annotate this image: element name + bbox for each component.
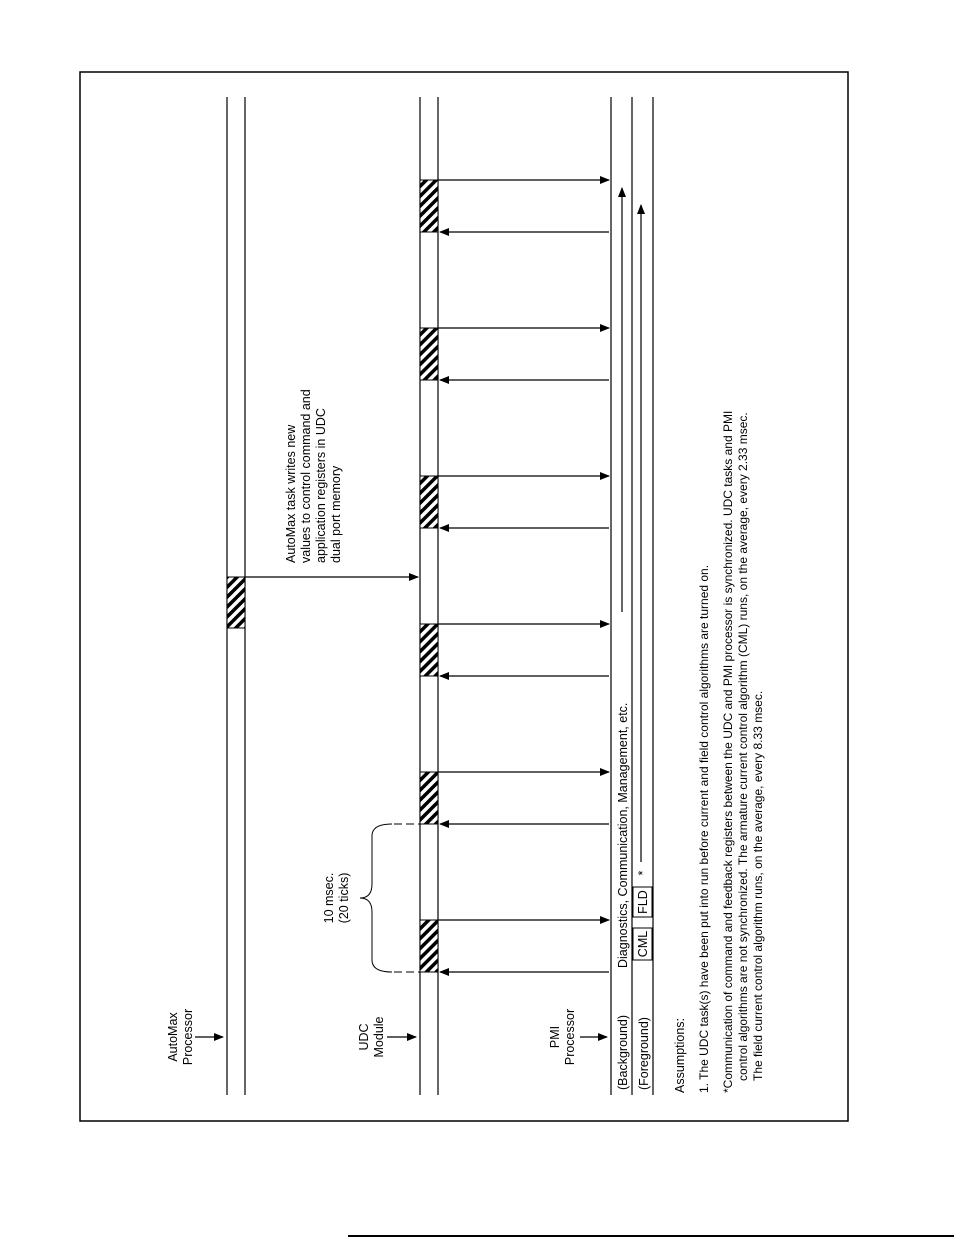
pmi-label: PMIProcessor (548, 1008, 577, 1066)
automax-task-block (227, 577, 245, 628)
assumption-2: *Communication of command and feedback registers between the UDC and PMI processor is synchronized. UDC tasks and PMI (721, 410, 735, 1093)
automax-label: AutoMaxProcessor (166, 1008, 195, 1066)
fld-label: FLD (636, 890, 650, 914)
udc-task-block (420, 920, 438, 972)
udc-task-block (420, 772, 438, 824)
udc-label: UDCModule (357, 1016, 386, 1058)
udc-task-block (420, 476, 438, 528)
asterisk-label: * (636, 870, 650, 876)
cml-label: CML (636, 930, 650, 958)
udc-task-block (420, 328, 438, 380)
udc-task-block (420, 180, 438, 232)
assumption-1: 1. The UDC task(s) have been put into run before current and field control algorithms are turned on. (697, 564, 711, 1093)
udc-task-blocks (420, 180, 438, 972)
udc-task-block (420, 624, 438, 676)
interval-label: 10 msec.(20 ticks) (322, 872, 351, 924)
background-tasks: Diagnostics, Communication, Management, etc. (616, 702, 630, 968)
assumption-3: control algorithms are not synchronized. The armature current control algorithm (CML) runs, on the average, every 2.33 msec. (736, 412, 750, 1081)
register-exchange-arrows (438, 180, 609, 972)
assumption-4: The field current control algorithm runs, on the average, every 8.33 msec. (751, 690, 765, 1081)
interval-brace (360, 824, 420, 972)
foreground-label: (Foreground) (637, 1017, 651, 1090)
assumptions-heading: Assumptions: (673, 1017, 687, 1093)
background-label: (Background) (616, 1014, 630, 1090)
write-note: AutoMax task writes newvalues to control command andapplication registers in UDCdual port memory (284, 389, 343, 563)
